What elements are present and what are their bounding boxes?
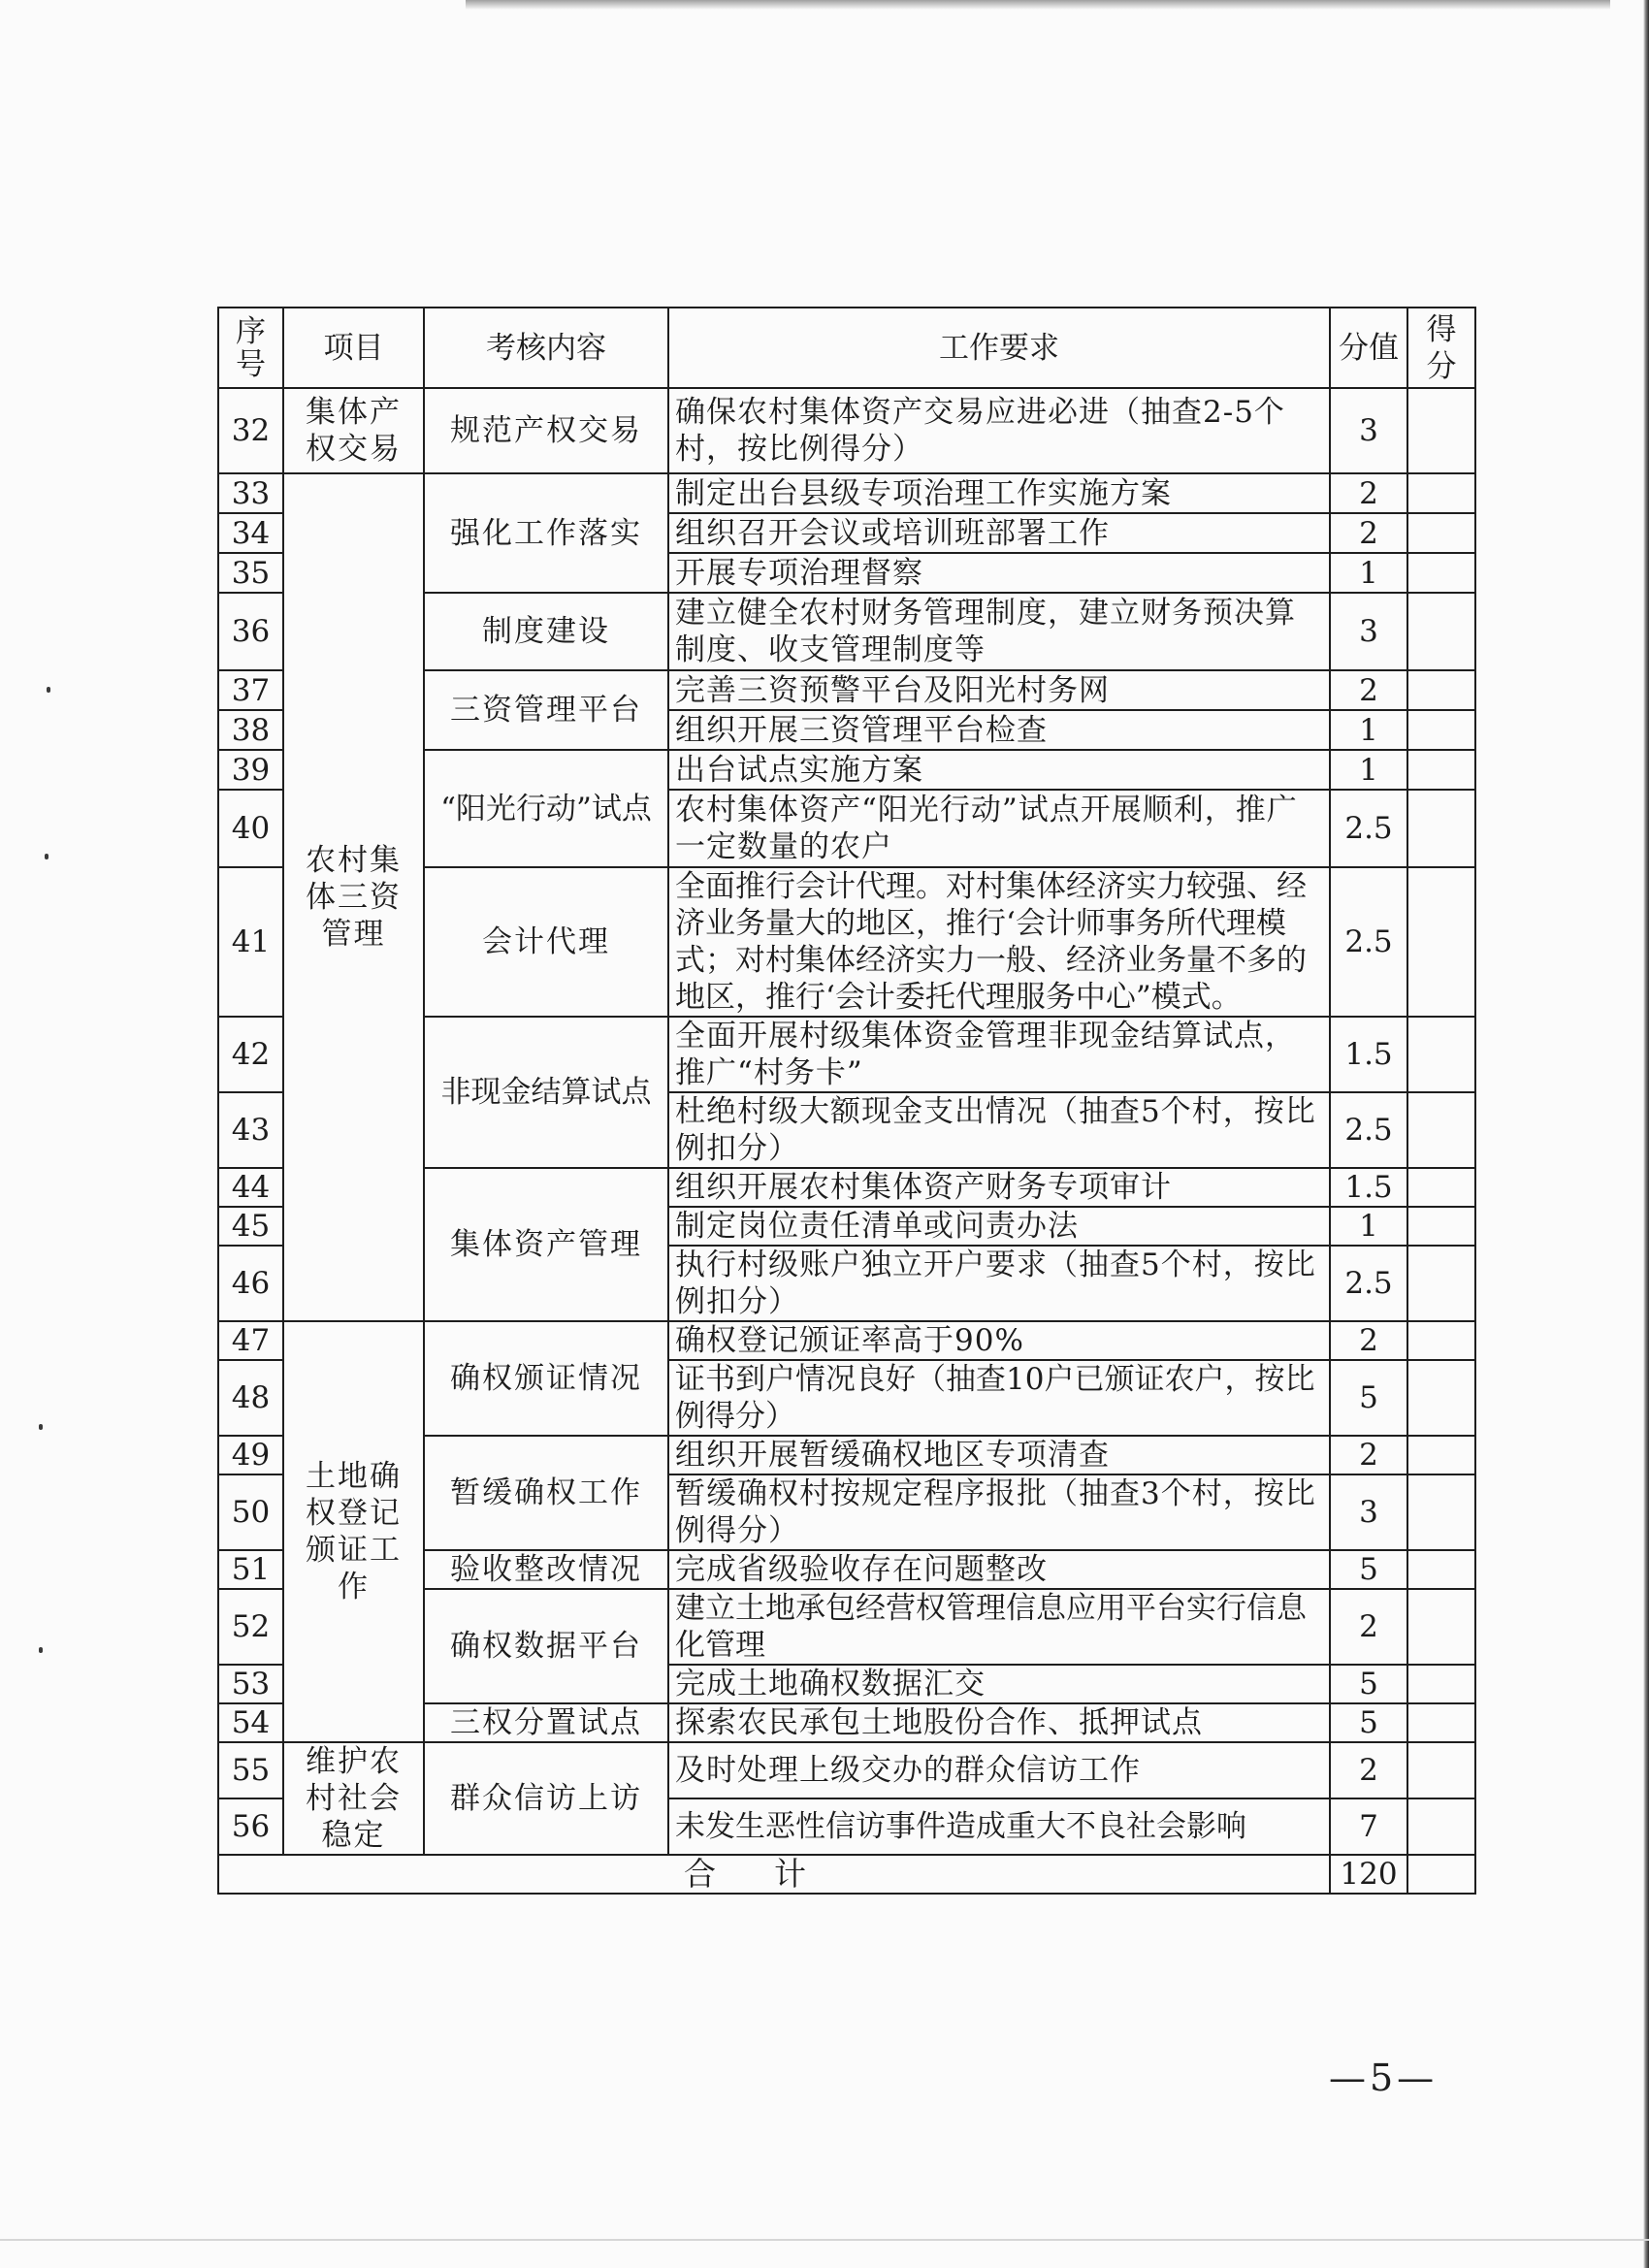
earned-score-cell[interactable]: [1407, 1246, 1475, 1321]
row-no: 43: [218, 1092, 283, 1168]
score-cell: 1: [1330, 553, 1407, 593]
score-cell: 2: [1330, 513, 1407, 553]
earned-score-cell[interactable]: [1407, 1321, 1475, 1360]
row-no: 44: [218, 1168, 283, 1207]
requirement-cell: 暂缓确权村按规定程序报批（抽查3个村，按比例得分）: [668, 1474, 1330, 1550]
earned-score-cell[interactable]: [1407, 1665, 1475, 1703]
earned-score-cell[interactable]: [1407, 1798, 1475, 1855]
row-no: 53: [218, 1665, 283, 1703]
requirement-cell: 全面开展村级集体资金管理非现金结算试点，推广“村务卡”: [668, 1017, 1330, 1092]
row-no: 47: [218, 1321, 283, 1360]
requirement-cell: 完成省级验收存在问题整改: [668, 1550, 1330, 1589]
score-cell: 2: [1330, 1742, 1407, 1798]
header-earned: 得分: [1407, 308, 1475, 388]
row-no: 51: [218, 1550, 283, 1589]
row-no: 40: [218, 790, 283, 867]
header-score: 分值: [1330, 308, 1407, 388]
earned-score-cell[interactable]: [1407, 1550, 1475, 1589]
score-cell: 1: [1330, 710, 1407, 750]
scan-right-edge: [1643, 0, 1649, 2268]
score-cell: 2: [1330, 1321, 1407, 1360]
score-cell: 1.5: [1330, 1168, 1407, 1207]
requirement-cell: 完成土地确权数据汇交: [668, 1665, 1330, 1703]
score-cell: 2: [1330, 473, 1407, 513]
requirement-cell: 执行村级账户独立开户要求（抽查5个村，按比例扣分）: [668, 1246, 1330, 1321]
score-cell: 2: [1330, 1589, 1407, 1665]
page-number: —5—: [1329, 2057, 1439, 2099]
score-cell: 2: [1330, 1436, 1407, 1474]
row-no: 56: [218, 1798, 283, 1855]
header-row: [218, 308, 1475, 388]
score-cell: 3: [1330, 1474, 1407, 1550]
earned-score-cell[interactable]: [1407, 388, 1475, 473]
row-no: 37: [218, 670, 283, 710]
requirement-cell: 建立健全农村财务管理制度，建立财务预决算制度、收支管理制度等: [668, 593, 1330, 670]
content-cell: 三资管理平台: [424, 670, 668, 750]
row-no: 54: [218, 1703, 283, 1742]
requirement-cell: 出台试点实施方案: [668, 750, 1330, 790]
score-cell: 5: [1330, 1360, 1407, 1436]
content-cell: 验收整改情况: [424, 1550, 668, 1589]
scan-top-edge: [466, 0, 1610, 10]
earned-score-cell[interactable]: [1407, 790, 1475, 867]
earned-score-cell[interactable]: [1407, 670, 1475, 710]
earned-score-cell[interactable]: [1407, 1703, 1475, 1742]
score-cell: 1.5: [1330, 1017, 1407, 1092]
earned-score-cell[interactable]: [1407, 867, 1475, 1017]
row-no: 55: [218, 1742, 283, 1798]
row-no: 45: [218, 1207, 283, 1246]
scan-speck: [47, 687, 50, 693]
content-cell: 确权颁证情况: [424, 1321, 668, 1436]
requirement-cell: 未发生恶性信访事件造成重大不良社会影响: [668, 1798, 1330, 1855]
score-cell: 2.5: [1330, 1092, 1407, 1168]
requirement-cell: 全面推行会计代理。对村集体经济实力较强、经济业务量大的地区，推行‘会计师事务所代理模式；对村集体经济实力一般、经济业务量不多的地区，推行‘会计委托代理服务中心”模式。: [668, 867, 1330, 1017]
requirement-cell: 及时处理上级交办的群众信访工作: [668, 1742, 1330, 1798]
scan-bottom-edge: [0, 2239, 1649, 2241]
scan-speck: [45, 854, 48, 859]
requirement-cell: 杜绝村级大额现金支出情况（抽查5个村，按比例扣分）: [668, 1092, 1330, 1168]
row-no: 39: [218, 750, 283, 790]
earned-score-cell[interactable]: [1407, 1589, 1475, 1665]
header-project: 项目: [283, 308, 424, 388]
project-cell: 土地确权登记颁证工作: [283, 1321, 424, 1742]
table-row: [218, 1742, 1475, 1798]
header-requirement: 工作要求: [668, 308, 1330, 388]
row-no: 35: [218, 553, 283, 593]
earned-score-cell[interactable]: [1407, 1436, 1475, 1474]
table-row: [218, 473, 1475, 513]
row-no: 33: [218, 473, 283, 513]
project-cell: 农村集体三资管理: [283, 473, 424, 1321]
requirement-cell: 建立土地承包经营权管理信息应用平台实行信息化管理: [668, 1589, 1330, 1665]
earned-score-cell[interactable]: [1407, 750, 1475, 790]
scan-speck: [39, 1647, 43, 1653]
row-no: 48: [218, 1360, 283, 1436]
earned-score-cell[interactable]: [1407, 710, 1475, 750]
row-no: 49: [218, 1436, 283, 1474]
earned-score-cell[interactable]: [1407, 1207, 1475, 1246]
content-cell: 规范产权交易: [424, 388, 668, 473]
score-cell: 7: [1330, 1798, 1407, 1855]
earned-score-cell[interactable]: [1407, 473, 1475, 513]
earned-score-cell[interactable]: [1407, 1742, 1475, 1798]
row-no: 36: [218, 593, 283, 670]
score-cell: 1: [1330, 1207, 1407, 1246]
table-row: [218, 1321, 1475, 1360]
score-cell: 1: [1330, 750, 1407, 790]
earned-score-cell[interactable]: [1407, 593, 1475, 670]
content-cell: “阳光行动”试点: [424, 750, 668, 867]
content-cell: 三权分置试点: [424, 1703, 668, 1742]
earned-score-cell[interactable]: [1407, 1017, 1475, 1092]
earned-score-cell[interactable]: [1407, 1360, 1475, 1436]
requirement-cell: 确权登记颁证率高于90%: [668, 1321, 1330, 1360]
earned-score-cell[interactable]: [1407, 513, 1475, 553]
earned-score-cell[interactable]: [1407, 1474, 1475, 1550]
requirement-cell: 确保农村集体资产交易应进必进（抽查2-5个村，按比例得分）: [668, 388, 1330, 473]
earned-score-cell[interactable]: [1407, 1168, 1475, 1207]
total-label: 合计: [218, 1855, 1330, 1894]
requirement-cell: 制定出台县级专项治理工作实施方案: [668, 473, 1330, 513]
row-no: 34: [218, 513, 283, 553]
content-cell: 制度建设: [424, 593, 668, 670]
requirement-cell: 组织开展暂缓确权地区专项清查: [668, 1436, 1330, 1474]
content-cell: 确权数据平台: [424, 1589, 668, 1703]
total-earned-cell[interactable]: [1407, 1855, 1475, 1894]
requirement-cell: 探索农民承包土地股份合作、抵押试点: [668, 1703, 1330, 1742]
table-row: [218, 388, 1475, 473]
score-cell: 3: [1330, 388, 1407, 473]
row-no: 46: [218, 1246, 283, 1321]
score-cell: 5: [1330, 1550, 1407, 1589]
header-no: 序号: [218, 308, 283, 388]
row-no: 32: [218, 388, 283, 473]
score-cell: 5: [1330, 1665, 1407, 1703]
score-cell: 5: [1330, 1703, 1407, 1742]
content-cell: 强化工作落实: [424, 473, 668, 593]
scan-speck: [39, 1424, 43, 1430]
score-cell: 3: [1330, 593, 1407, 670]
requirement-cell: 农村集体资产“阳光行动”试点开展顺利，推广一定数量的农户: [668, 790, 1330, 867]
assessment-table: [217, 307, 1476, 1895]
content-cell: 集体资产管理: [424, 1168, 668, 1321]
score-cell: 2.5: [1330, 1246, 1407, 1321]
total-row: [218, 1855, 1475, 1894]
earned-score-cell[interactable]: [1407, 1092, 1475, 1168]
header-content: 考核内容: [424, 308, 668, 388]
requirement-cell: 开展专项治理督察: [668, 553, 1330, 593]
requirement-cell: 组织召开会议或培训班部署工作: [668, 513, 1330, 553]
requirement-cell: 完善三资预警平台及阳光村务网: [668, 670, 1330, 710]
requirement-cell: 制定岗位责任清单或问责办法: [668, 1207, 1330, 1246]
row-no: 41: [218, 867, 283, 1017]
score-cell: 2: [1330, 670, 1407, 710]
content-cell: 群众信访上访: [424, 1742, 668, 1855]
row-no: 42: [218, 1017, 283, 1092]
row-no: 38: [218, 710, 283, 750]
content-cell: 非现金结算试点: [424, 1017, 668, 1168]
row-no: 50: [218, 1474, 283, 1550]
requirement-cell: 组织开展三资管理平台检查: [668, 710, 1330, 750]
total-score: 120: [1330, 1855, 1407, 1894]
score-cell: 2.5: [1330, 790, 1407, 867]
row-no: 52: [218, 1589, 283, 1665]
project-cell: 集体产权交易: [283, 388, 424, 473]
project-cell: 维护农村社会稳定: [283, 1742, 424, 1855]
requirement-cell: 证书到户情况良好（抽查10户已颁证农户，按比例得分）: [668, 1360, 1330, 1436]
earned-score-cell[interactable]: [1407, 553, 1475, 593]
requirement-cell: 组织开展农村集体资产财务专项审计: [668, 1168, 1330, 1207]
content-cell: 会计代理: [424, 867, 668, 1017]
score-cell: 2.5: [1330, 867, 1407, 1017]
content-cell: 暂缓确权工作: [424, 1436, 668, 1550]
